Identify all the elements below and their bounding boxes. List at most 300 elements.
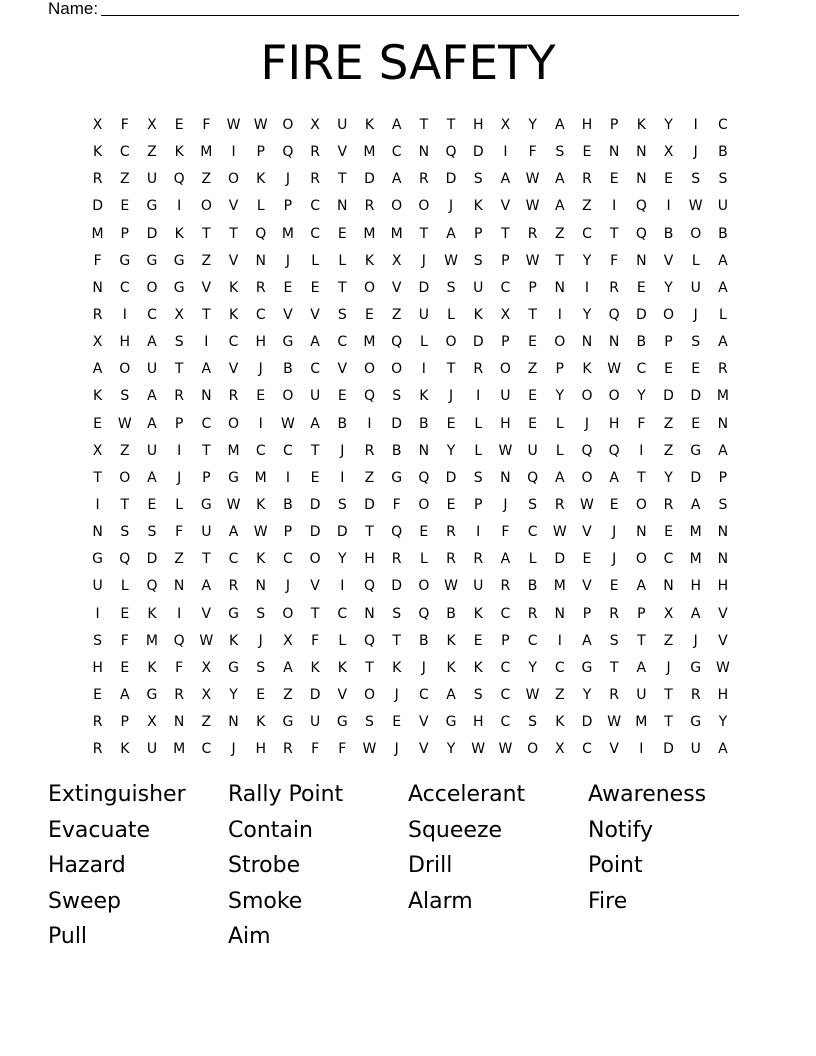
grid-letter: J (693, 306, 698, 323)
grid-letter: Z (364, 469, 375, 486)
grid-letter: T (338, 171, 347, 188)
grid-letter: K (582, 361, 592, 378)
grid-letter: O (228, 171, 240, 188)
grid-letter: C (527, 632, 538, 649)
grid-letter: R (364, 442, 375, 459)
grid-letter: H (717, 686, 729, 703)
grid-letter: A (718, 252, 728, 269)
grid-letter: S (691, 334, 701, 351)
grid-letter: U (690, 279, 701, 296)
grid-letter: D (554, 551, 566, 568)
grid-letter: T (637, 469, 646, 486)
grid-letter: Z (283, 686, 293, 703)
grid-letter: X (500, 306, 511, 323)
grid-letter: C (201, 741, 212, 758)
grid-letter: W (280, 415, 295, 432)
grid-letter: D (690, 388, 702, 405)
grid-letter: R (310, 171, 320, 188)
grid-letter: O (391, 198, 403, 215)
grid-letter: C (500, 686, 511, 703)
grid-letter: I (258, 415, 263, 432)
word-list-item: Strobe (228, 853, 301, 879)
grid-letter: E (310, 469, 320, 486)
grid-letter: K (392, 659, 402, 676)
grid-letter: F (637, 415, 646, 432)
grid-letter: A (310, 334, 320, 351)
grid-letter: J (258, 361, 263, 378)
grid-letter: V (201, 279, 212, 296)
grid-letter: Y (528, 659, 537, 676)
grid-letter: D (146, 225, 158, 242)
grid-letter: P (473, 225, 483, 242)
grid-letter: D (309, 496, 321, 513)
grid-letter: P (637, 605, 646, 622)
grid-letter: Y (229, 686, 238, 703)
grid-letter: X (92, 442, 103, 459)
grid-letter: Y (582, 252, 592, 269)
grid-letter: F (120, 117, 129, 133)
grid-letter: V (718, 605, 728, 622)
grid-letter: T (528, 306, 537, 323)
grid-letter: V (419, 714, 429, 731)
grid-letter: L (474, 415, 483, 432)
grid-letter: H (472, 117, 484, 133)
grid-letter: I (557, 306, 562, 323)
grid-letter: M (716, 388, 729, 405)
grid-letter: U (690, 741, 701, 758)
grid-letter: R (92, 306, 103, 323)
word-list-item: Awareness (588, 782, 707, 807)
grid-letter: O (527, 741, 539, 758)
grid-row (84, 684, 737, 711)
grid-row (84, 385, 737, 412)
grid-letter: V (228, 361, 239, 378)
grid-letter: I (639, 741, 644, 758)
grid-letter: E (365, 306, 374, 323)
grid-letter: C (255, 442, 266, 459)
grid-letter: I (367, 415, 372, 432)
grid-letter: P (501, 334, 510, 351)
grid-letter: N (554, 605, 566, 622)
grid-letter: F (120, 632, 129, 649)
grid-letter: W (525, 252, 540, 269)
grid-letter: L (555, 415, 564, 432)
grid-letter: J (258, 632, 263, 649)
grid-letter: L (338, 632, 347, 649)
word-list-item: Drill (408, 853, 453, 879)
grid-letter: J (340, 442, 345, 459)
grid-letter: O (418, 578, 430, 595)
grid-letter: I (177, 198, 182, 215)
grid-letter: I (177, 605, 182, 622)
grid-letter: E (310, 279, 320, 296)
grid-letter: W (580, 496, 594, 513)
grid-letter: S (473, 469, 483, 486)
grid-letter: X (663, 605, 674, 622)
grid-letter: Z (582, 198, 592, 215)
grid-letter: U (473, 578, 484, 595)
grid-letter: R (582, 171, 592, 188)
grid-letter: S (718, 496, 728, 513)
grid-letter: G (391, 469, 403, 486)
grid-letter: D (309, 686, 321, 703)
grid-letter: S (473, 686, 483, 703)
grid-letter: E (256, 686, 266, 703)
grid-letter: K (174, 225, 184, 242)
word-list-item: Evacuate (48, 817, 151, 843)
grid-letter: Y (637, 388, 646, 405)
grid-letter: K (310, 659, 320, 676)
grid-letter: C (500, 659, 511, 676)
grid-letter: N (717, 551, 729, 568)
grid-letter: S (337, 496, 347, 513)
grid-letter: I (421, 361, 426, 378)
grid-letter: P (202, 469, 211, 486)
grid-letter: N (608, 334, 620, 351)
grid-letter: R (446, 551, 456, 568)
grid-letter: T (202, 225, 211, 242)
grid-letter: F (501, 524, 510, 541)
grid-letter: J (177, 469, 182, 486)
grid-letter: E (419, 524, 429, 541)
grid-letter: N (418, 144, 430, 161)
grid-letter: A (147, 415, 157, 432)
grid-letter: P (609, 117, 619, 133)
grid-letter: N (364, 605, 375, 622)
grid-letter: A (718, 334, 728, 351)
grid-letter: G (228, 469, 239, 486)
grid-letter: F (175, 659, 184, 676)
grid-letter: Q (173, 632, 185, 649)
grid-letter: A (582, 632, 592, 649)
grid-letter: N (201, 388, 212, 405)
grid-letter: G (581, 659, 593, 676)
grid-letter: O (228, 415, 240, 432)
grid-letter: S (473, 171, 483, 188)
grid-letter: B (663, 225, 674, 242)
grid-letter: B (391, 442, 402, 459)
grid-row (84, 114, 737, 141)
grid-letter: N (173, 578, 185, 595)
grid-letter: W (253, 117, 268, 133)
grid-letter: Q (391, 334, 403, 351)
grid-letter: O (418, 496, 430, 513)
grid-letter: R (92, 714, 103, 731)
grid-letter: I (557, 632, 562, 649)
grid-letter: B (283, 496, 293, 513)
grid-letter: A (391, 171, 402, 188)
grid-letter: Q (418, 469, 430, 486)
grid-letter: E (609, 578, 619, 595)
grid-letter: L (338, 252, 347, 269)
grid-letter: M (363, 334, 376, 351)
grid-letter: W (607, 361, 622, 378)
grid-letter: A (201, 578, 212, 595)
grid-letter: E (528, 415, 538, 432)
grid-row (84, 467, 737, 494)
grid-letter: W (552, 524, 567, 541)
grid-row (84, 738, 737, 765)
grid-letter: E (174, 117, 184, 133)
grid-letter: Y (664, 279, 673, 296)
grid-letter: H (255, 741, 266, 758)
grid-letter: Y (446, 442, 456, 459)
grid-letter: A (201, 361, 212, 378)
grid-letter: Q (527, 469, 539, 486)
grid-letter: G (228, 659, 239, 676)
grid-letter: Q (146, 578, 158, 595)
grid-letter: T (419, 225, 429, 242)
grid-letter: D (92, 198, 103, 215)
word-list-item: Sweep (48, 888, 121, 914)
grid-letter: Z (119, 442, 130, 459)
grid-letter: E (337, 388, 347, 405)
grid-letter: I (285, 469, 290, 486)
grid-letter: V (391, 279, 402, 296)
grid-letter: W (607, 714, 622, 731)
grid-letter: E (691, 415, 701, 432)
grid-letter: P (120, 225, 129, 242)
grid-letter: F (202, 117, 211, 133)
grid-letter: A (228, 524, 239, 541)
grid-letter: K (147, 605, 157, 622)
grid-letter: P (718, 469, 728, 486)
grid-letter: K (256, 171, 266, 188)
grid-letter: W (498, 741, 513, 758)
grid-letter: C (310, 361, 320, 378)
grid-letter: U (500, 388, 511, 405)
word-list (48, 778, 788, 956)
grid-letter: U (473, 279, 484, 296)
grid-letter: S (718, 171, 728, 188)
grid-letter: B (337, 415, 348, 432)
grid-letter: C (418, 686, 429, 703)
grid-letter: O (581, 469, 593, 486)
grid-letter: V (337, 144, 348, 161)
grid-letter: K (419, 388, 429, 405)
grid-letter: O (282, 605, 294, 622)
grid-letter: D (445, 171, 457, 188)
grid-letter: Q (282, 144, 294, 161)
grid-letter: M (145, 632, 159, 649)
grid-letter: D (418, 279, 430, 296)
grid-letter: W (226, 117, 241, 133)
grid-letter: H (690, 578, 701, 595)
grid-letter: D (309, 524, 321, 541)
grid-letter: T (365, 524, 374, 541)
word-list-item: Squeeze (408, 817, 503, 843)
grid-letter: J (503, 496, 508, 513)
grid-letter: I (340, 469, 345, 486)
grid-letter: X (500, 117, 511, 133)
grid-letter: S (93, 632, 103, 649)
grid-letter: W (525, 198, 540, 215)
grid-letter: O (363, 361, 375, 378)
grid-letter: K (555, 714, 565, 731)
grid-letter: C (337, 334, 348, 351)
grid-letter: C (310, 198, 320, 215)
grid-letter: E (446, 496, 456, 513)
grid-letter: S (528, 714, 538, 731)
grid-row (84, 521, 737, 548)
grid-letter: M (689, 551, 702, 568)
grid-letter: E (664, 524, 673, 541)
grid-letter: D (663, 741, 674, 758)
grid-letter: R (310, 144, 320, 161)
grid-letter: P (174, 415, 184, 432)
grid-letter: F (392, 496, 401, 513)
grid-letter: E (609, 496, 619, 513)
grid-letter: E (528, 334, 538, 351)
grid-letter: C (554, 659, 565, 676)
grid-letter: B (283, 361, 293, 378)
grid-letter: C (582, 741, 592, 758)
grid-letter: J (421, 252, 426, 269)
grid-letter: C (337, 605, 348, 622)
grid-letter: Y (664, 469, 673, 486)
grid-letter: X (283, 632, 293, 649)
name-label: Name: (48, 0, 99, 18)
grid-row (84, 223, 737, 250)
grid-letter: Z (554, 686, 565, 703)
grid-row (84, 548, 737, 575)
grid-letter: A (446, 225, 456, 242)
grid-letter: C (582, 225, 592, 242)
grid-letter: R (391, 551, 402, 568)
grid-letter: T (202, 551, 211, 568)
grid-row (84, 440, 737, 467)
grid-letter: M (635, 714, 648, 731)
grid-letter: T (664, 686, 673, 703)
grid-letter: J (693, 632, 698, 649)
grid-letter: Z (119, 171, 130, 188)
grid-letter: O (146, 279, 158, 296)
grid-letter: I (476, 524, 481, 541)
grid-letter: T (419, 117, 429, 133)
grid-letter: R (609, 279, 620, 296)
grid-letter: J (394, 741, 399, 758)
grid-letter: K (364, 252, 375, 269)
grid-letter: A (718, 741, 728, 758)
grid-letter: L (120, 578, 129, 595)
grid-letter: B (636, 334, 647, 351)
grid-letter: E (664, 361, 673, 378)
grid-letter: Q (608, 442, 620, 459)
grid-letter: O (200, 198, 212, 215)
grid-letter: Y (718, 714, 728, 731)
grid-letter: U (146, 171, 158, 188)
grid-letter: R (92, 171, 103, 188)
grid-letter: H (581, 117, 593, 133)
grid-letter: B (527, 578, 538, 595)
grid-letter: M (553, 578, 566, 595)
grid-letter: S (555, 144, 565, 161)
grid-letter: U (146, 361, 158, 378)
grid-letter: G (445, 714, 457, 731)
name-blank-line (101, 0, 739, 16)
grid-letter: F (528, 144, 537, 161)
grid-letter: Q (363, 632, 375, 649)
grid-letter: E (120, 198, 130, 215)
grid-letter: Z (201, 714, 212, 731)
grid-letter: C (119, 144, 130, 161)
grid-letter: V (663, 252, 674, 269)
grid-letter: Q (581, 442, 593, 459)
grid-letter: G (336, 714, 348, 731)
grid-letter: L (528, 551, 537, 568)
grid-letter: S (147, 524, 157, 541)
grid-letter: S (365, 714, 374, 731)
grid-letter: J (394, 686, 399, 703)
grid-letter: W (117, 415, 132, 432)
grid-letter: X (147, 714, 157, 731)
grid-letter: H (119, 334, 131, 351)
grid-letter: N (636, 171, 647, 188)
grid-letter: N (173, 714, 185, 731)
grid-letter: A (690, 605, 701, 622)
grid-letter: O (608, 388, 620, 405)
grid-letter: G (173, 252, 185, 269)
grid-letter: E (93, 415, 103, 432)
grid-letter: A (554, 117, 565, 133)
grid-letter: I (666, 198, 671, 215)
grid-letter: W (362, 741, 377, 758)
grid-row (84, 277, 737, 304)
word-list-item: Pull (48, 924, 88, 950)
grid-letter: Q (119, 551, 131, 568)
grid-letter: P (528, 279, 537, 296)
grid-letter: M (91, 225, 104, 242)
grid-row (84, 657, 737, 684)
grid-letter: P (501, 252, 510, 269)
grid-letter: N (255, 252, 266, 269)
grid-letter: A (636, 659, 647, 676)
grid-letter: C (718, 117, 728, 133)
grid-letter: Q (363, 388, 375, 405)
grid-letter: I (340, 578, 345, 595)
grid-letter: U (337, 117, 348, 133)
grid-letter: G (690, 714, 702, 731)
grid-letter: U (201, 524, 212, 541)
grid-letter: C (527, 524, 538, 541)
grid-letter: P (120, 714, 129, 731)
grid-letter: V (718, 632, 728, 649)
grid-letter: K (93, 144, 103, 161)
grid-letter: V (337, 686, 348, 703)
grid-letter: E (120, 605, 130, 622)
grid-letter: L (555, 442, 564, 459)
grid-letter: R (554, 496, 565, 513)
grid-letter: V (228, 198, 239, 215)
grid-letter: M (227, 442, 240, 459)
grid-letter: G (146, 686, 158, 703)
grid-letter: A (283, 659, 293, 676)
grid-letter: D (391, 415, 403, 432)
grid-letter: A (554, 171, 565, 188)
grid-letter: K (473, 605, 483, 622)
grid-letter: T (202, 442, 211, 459)
grid-letter: T (120, 496, 130, 513)
grid-letter: N (337, 198, 348, 215)
grid-letter: Y (664, 117, 673, 133)
grid-letter: S (256, 605, 266, 622)
grid-letter: J (285, 252, 290, 269)
word-list-item: Extinguisher (48, 782, 186, 807)
grid-letter: J (612, 524, 617, 541)
grid-letter: N (636, 524, 647, 541)
grid-letter: O (282, 388, 294, 405)
grid-letter: L (419, 551, 428, 568)
